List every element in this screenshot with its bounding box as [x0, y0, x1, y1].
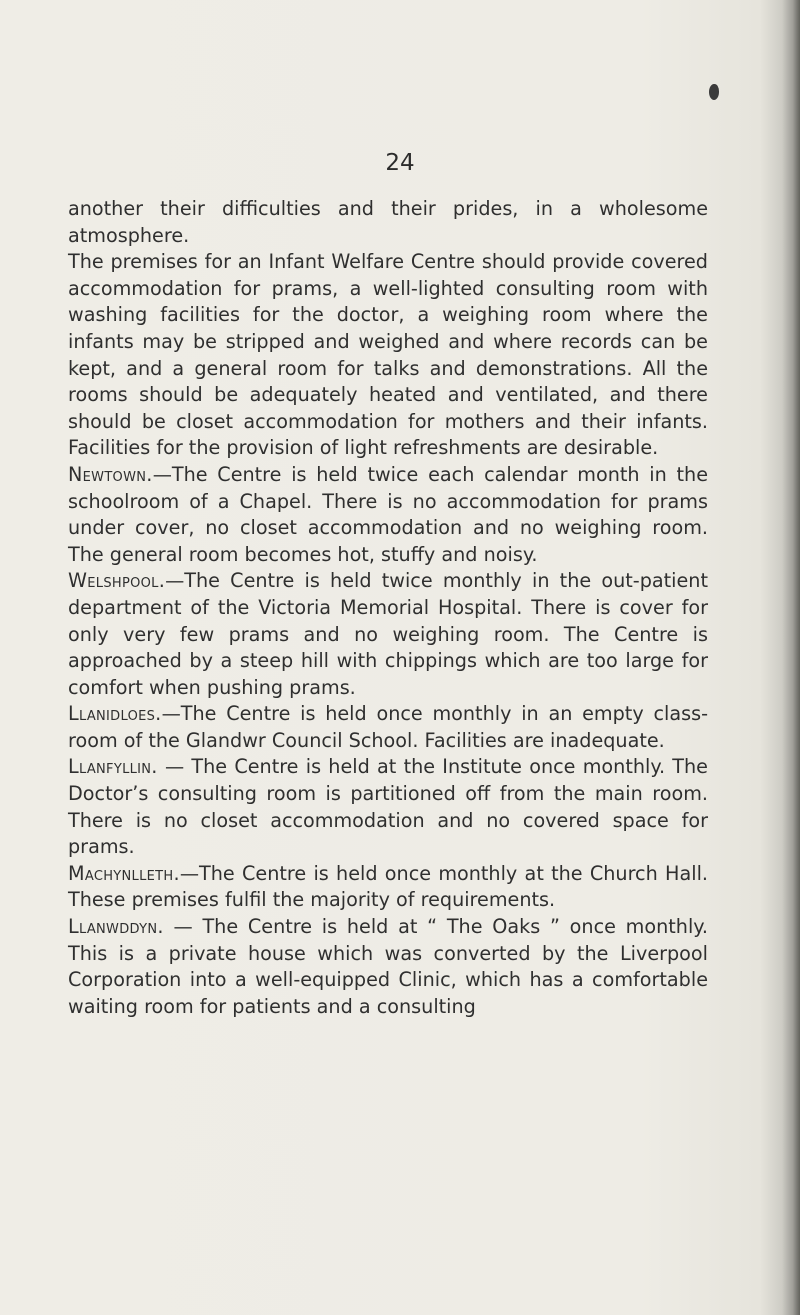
section-heading: Llanfyllin.: [68, 755, 158, 779]
paragraph-text: —The Centre is held once monthly at the Church Hall. These premises fulfil the majority of requirements.: [68, 861, 708, 912]
paragraph-llanwddyn: [68, 914, 708, 1020]
paragraph-llanidloes: [68, 701, 708, 754]
section-heading: Welshpool.: [68, 569, 166, 593]
section-heading: Newtown.: [68, 462, 153, 486]
section-heading: Machynlleth.: [68, 861, 180, 885]
paragraph-welshpool: [68, 568, 708, 701]
paragraph-text: —The Centre is held once monthly in an empty class-room of the Glandwr Council School. Facilities are inadequate.: [68, 702, 708, 752]
paragraph-text: — The Centre is held at the Institute once monthly. The Doctor’s consulting room is partitioned off from the main room. There is no closet accommodation and no covered space for prams.: [68, 755, 708, 859]
paragraph-text: — The Centre is held at “ The Oaks ” once monthly. This is a private house which was converted by the Liverpool Corporation into a well-equipped Clinic, which has a comfortable waiting room for patients and a consulting: [68, 915, 708, 1018]
section-heading: Llanwddyn.: [68, 915, 164, 939]
paragraph-continuation: [68, 196, 708, 249]
paragraph-machynlleth: [68, 861, 708, 914]
paragraph-text: another their difficulties and their prides, in a wholesome atmosphere.: [68, 197, 708, 247]
page-number: 24: [385, 150, 415, 176]
body-text: [68, 196, 708, 1020]
paragraph-text: The premises for an Infant Welfare Centre should provide covered accommodation for prams, a well-lighted consulting room with washing facilities for the doctor, a weighing room where the infants may be stripped and weighed and where records can be kept, and a general room for talks and demonstrations. All the rooms should be adequately heated and ventilated, and there should be closet accommodation for mothers and their infants. Facilities for the provision of light refreshments are desirable.: [68, 250, 708, 460]
paragraph-premises: [68, 249, 708, 462]
ink-blot-mark: [709, 84, 719, 100]
section-heading: Llanidloes.: [68, 702, 162, 726]
paragraph-llanfyllin: [68, 754, 708, 860]
paragraph-text: —The Centre is held twice each calendar month in the schoolroom of a Chapel. There is no accommodation for prams under cover, no closet accommodation and no weighing room. The general room becomes hot, stuffy and noisy.: [68, 462, 708, 566]
paragraph-newtown: [68, 462, 708, 568]
page-edge-shadow: [782, 0, 800, 1315]
paragraph-text: —The Centre is held twice monthly in the out-patient department of the Victoria Memorial Hospital. There is cover for only very few prams and no weighing room. The Centre is approached by a steep hill with chippings which are too large for comfort when pushing prams.: [68, 569, 708, 699]
